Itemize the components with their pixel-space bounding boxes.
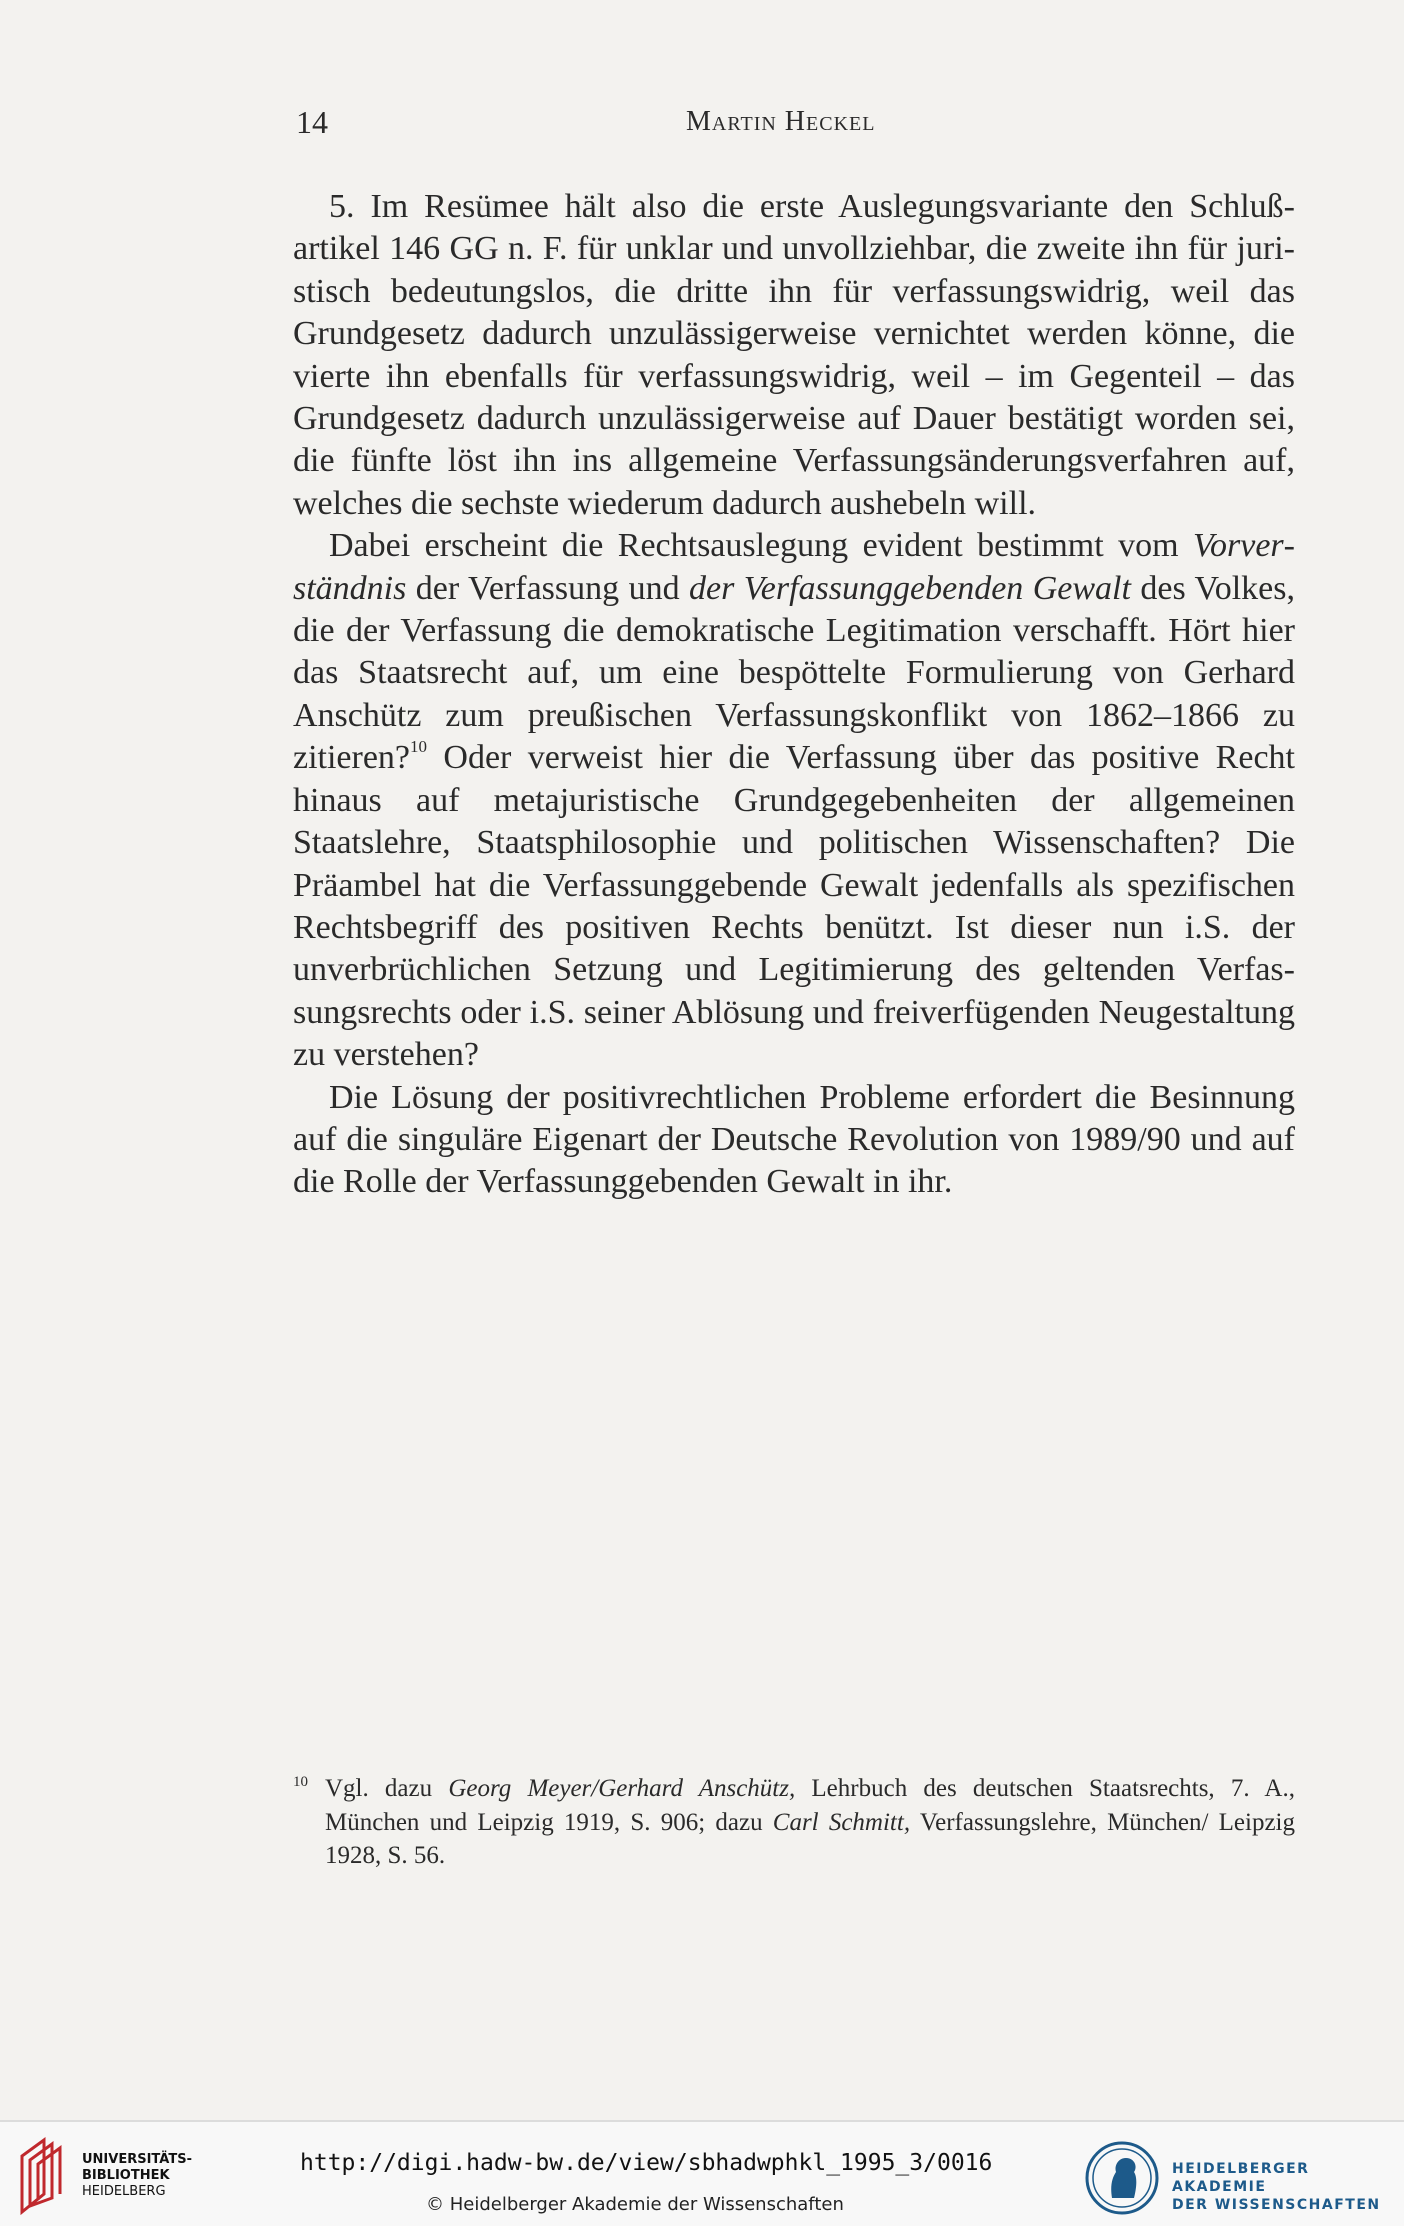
paragraph-1: 5. Im Resümee hält also die erste Auslegungsvariante den Schlußartikel 146 GG n. F. für unklar und unvollziehbar, die zweite ihn für juristisch bedeutungslos, die dritte ihn für verfassungswidrig, weil das Grundgesetz dadurch unzulässigerweise vernichtet werden könne, die vierte ihn ebenfalls für verfassungswidrig, weil – im Gegenteil – das Grundgesetz dadurch unzulässigerweise auf Dauer bestätigt worden sei, die fünfte löst ihn ins allgemeine Verfassungsänderungsverfahren auf, welches die sechste wiederum dadurch aushebeln will.	[293, 188, 1295, 522]
emphasis-verfassunggebende-gewalt: der Verfassunggebenden Gewalt	[689, 569, 1131, 607]
emphasis-vorverstaendnis: Vorverständnis	[293, 527, 1295, 607]
copyright-notice: © Heidelberger Akademie der Wissenschaften	[426, 2194, 844, 2215]
main-text	[293, 186, 1295, 1204]
library-name-line-3: HEIDELBERG	[82, 2184, 166, 2199]
paragraph-2	[293, 525, 1295, 1076]
footnote	[293, 1772, 1295, 1873]
footnote-number: 10	[293, 1774, 308, 1790]
library-logo-icon[interactable]	[14, 2134, 70, 2216]
library-name-line-2: BIBLIOTHEK	[82, 2168, 170, 2183]
permalink-url[interactable]: http://digi.hadw-bw.de/view/sbhadwphkl_1995_3/0016	[300, 2150, 993, 2176]
footnote-reference[interactable]: 10	[410, 737, 428, 757]
academy-seal-icon[interactable]	[1084, 2140, 1160, 2216]
paragraph-2-text-b: der Verfassung und	[406, 569, 690, 607]
academy-name	[1172, 2160, 1404, 2214]
footnote-text-c: Verfassungslehre, München/ Leipzig 1928, S. 56.	[325, 1808, 1295, 1869]
footnote-text	[325, 1772, 1295, 1873]
library-name	[82, 2152, 192, 2200]
page-header	[296, 104, 1296, 144]
viewer-footer	[0, 2120, 1404, 2226]
paragraph-2-text-a: Dabei erscheint die Rechtsauslegung evident bestimmt vom	[329, 527, 1194, 565]
footnote-text-a: Vgl. dazu	[325, 1775, 449, 1802]
footnote-author-1: Georg Meyer/Gerhard Anschütz,	[448, 1775, 796, 1802]
academy-name-line-2: DER WISSENSCHAFTEN	[1172, 2197, 1381, 2213]
paragraph-2-text-c: des Volkes, die der Verfassung die demokratische Legitimation verschafft. Hört hier das Staatsrecht auf, um eine bespöttelte Formulierung von Gerhard Anschütz zum preußischen Verfassungskonflikt von 1862–1866 zu zitieren?	[293, 569, 1295, 777]
paragraph-3: Die Lösung der positivrechtlichen Probleme erfordert die Besinnung auf die singuläre Eigenart der Deutsche Revolution von 1989/90 und auf die Rolle der Verfassunggebenden Gewalt in ihr.	[293, 1078, 1295, 1201]
page-number: 14	[296, 104, 328, 140]
academy-name-line-1: HEIDELBERGER AKADEMIE	[1172, 2161, 1310, 2195]
paragraph-2-text-d: Oder verweist hier die Verfassung über das positive Recht hinaus auf metajuristische Grundgegebenheiten der allgemeinen Staatslehre, Staatsphilosophie und politischen Wissenschaften? Die Präambel hat die Verfassunggebende Gewalt jedenfalls als spezifischen Rechtsbegriff des positiven Rechts benützt. Ist dieser nun i.S. der unverbrüchlichen Setzung und Legitimierung des geltenden Verfassungsrechts oder i.S. seiner Ablösung und freiverfügenden Neugestaltung zu verstehen?	[293, 739, 1295, 1074]
library-name-line-1: UNIVERSITÄTS-	[82, 2152, 192, 2167]
running-head: Martin Heckel	[686, 106, 876, 137]
footnote-author-2: Carl Schmitt,	[772, 1808, 911, 1836]
footnote-text-b: Lehrbuch des deutschen Staatsrechts, 7. A., München und Leipzig 1919, S. 906; dazu	[325, 1775, 1295, 1836]
